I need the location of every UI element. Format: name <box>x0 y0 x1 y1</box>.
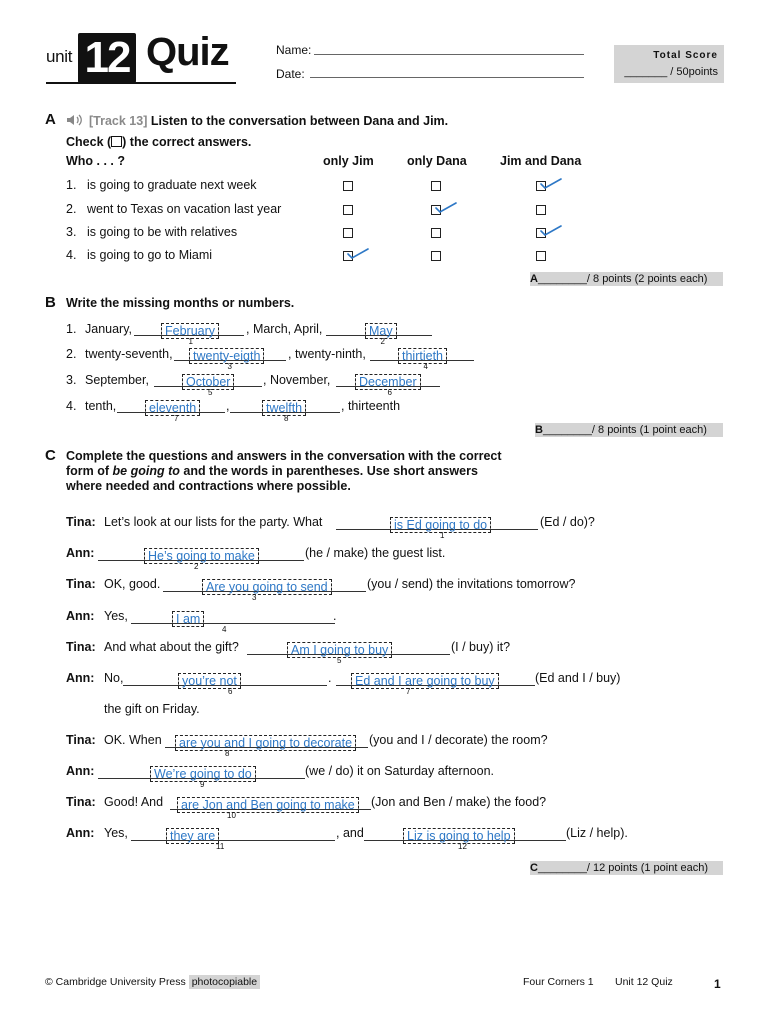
section-c-letter: C <box>45 447 56 464</box>
answer-checkbox[interactable] <box>343 205 353 215</box>
line-prefix: Let’s look at our lists for the party. What <box>104 515 323 529</box>
section-b-instruction: Write the missing months or numbers. <box>66 296 295 310</box>
line-prefix: the gift on Friday. <box>104 702 200 716</box>
row-text: is going to be with relatives <box>87 225 238 239</box>
checkbox-icon <box>111 136 122 147</box>
line-middle: , and <box>336 826 364 840</box>
line-suffix: (we / do) it on Saturday afternoon. <box>305 764 494 778</box>
total-score-value: _______ / 50points <box>624 66 718 78</box>
answer-blank[interactable]: eleventh <box>145 400 200 416</box>
answer-checkbox[interactable] <box>536 205 546 215</box>
answer-blank[interactable]: twelfth <box>262 400 306 416</box>
answer-blank[interactable]: thirtieth <box>398 348 447 364</box>
line-prefix: Yes, <box>104 826 128 840</box>
blank-number: 3 <box>252 593 257 602</box>
row-text: went to Texas on vacation last year <box>87 202 282 216</box>
speaker-name: Tina: <box>66 795 96 809</box>
answer-blank[interactable]: are you and I going to decorate <box>175 735 356 751</box>
row-number: 1. <box>66 322 77 336</box>
blank-number: 1 <box>188 337 193 346</box>
line-suffix: (you / send) the invitations tomorrow? <box>367 577 576 591</box>
blank-number: 2 <box>380 337 385 346</box>
blank-number: 7 <box>174 414 179 423</box>
speaker-name: Tina: <box>66 577 96 591</box>
line-suffix: (Jon and Ben / make) the food? <box>371 795 547 809</box>
name-field[interactable] <box>314 54 584 55</box>
line-prefix: No, <box>104 671 124 685</box>
speaker-icon <box>66 113 84 132</box>
section-c-instruction-1: Complete the questions and answers in the conversation with the correct <box>66 449 502 463</box>
blank-number: 8 <box>284 414 289 423</box>
speaker-name: Ann: <box>66 546 95 560</box>
answer-blank[interactable]: I am <box>172 611 204 627</box>
row-middle: , <box>226 399 230 413</box>
check-mark-icon <box>435 201 455 213</box>
speaker-name: Ann: <box>66 609 95 623</box>
row-number: 2. <box>66 202 77 216</box>
row-number: 3. <box>66 373 77 387</box>
speaker-name: Ann: <box>66 764 95 778</box>
row-text: is going to graduate next week <box>87 178 257 192</box>
line-prefix: OK, good. <box>104 577 161 591</box>
section-a-points: A________/ 8 points (2 points each) <box>530 272 723 286</box>
answer-line <box>131 623 335 624</box>
blank-number: 9 <box>200 780 205 789</box>
answer-blank[interactable]: Ed and I are going to buy <box>351 673 499 689</box>
check-mark-icon <box>540 177 560 189</box>
blank-number: 8 <box>225 749 230 758</box>
answer-blank[interactable]: they are <box>166 828 219 844</box>
row-number: 1. <box>66 178 77 192</box>
check-mark-icon <box>347 247 367 259</box>
section-b-letter: B <box>45 294 56 311</box>
section-a-instruction-2: Check ( ) the correct answers. <box>66 135 252 149</box>
answer-blank[interactable]: May <box>365 323 397 339</box>
row-text: is going to go to Miami <box>87 248 213 262</box>
answer-checkbox[interactable] <box>343 228 353 238</box>
row-number: 4. <box>66 399 77 413</box>
speaker-name: Ann: <box>66 671 95 685</box>
line-suffix: (Liz / help). <box>566 826 628 840</box>
answer-checkbox[interactable] <box>431 181 441 191</box>
blank-number: 4 <box>222 625 227 634</box>
line-suffix: (you and I / decorate) the room? <box>369 733 548 747</box>
line-prefix: OK. When <box>104 733 162 747</box>
section-c-instruction-3: where needed and contractions where possible. <box>66 479 351 493</box>
section-a-letter: A <box>45 111 56 128</box>
answer-blank[interactable]: He’s going to make <box>144 548 259 564</box>
blank-number: 10 <box>227 811 236 820</box>
answer-blank[interactable]: is Ed going to do <box>390 517 491 533</box>
row-number: 2. <box>66 347 77 361</box>
answer-checkbox[interactable] <box>431 228 441 238</box>
line-middle: . <box>328 671 332 685</box>
quiz-title: Quiz <box>146 30 229 74</box>
row-suffix: , thirteenth <box>341 399 401 413</box>
answer-blank[interactable]: Liz is going to help <box>403 828 515 844</box>
blank-number: 6 <box>387 388 392 397</box>
row-prefix: tenth, <box>85 399 117 413</box>
total-score-label: Total Score <box>653 50 718 61</box>
line-prefix: And what about the gift? <box>104 640 239 654</box>
section-b-points: B________/ 8 points (1 point each) <box>535 423 723 437</box>
answer-blank[interactable]: Are you going to send <box>202 579 332 595</box>
line-suffix: . <box>333 609 337 623</box>
page-number: 1 <box>714 977 721 991</box>
blank-number: 3 <box>227 362 232 371</box>
col-only-dana: only Dana <box>407 154 467 168</box>
row-middle: , March, April, <box>246 322 323 336</box>
section-a-instruction-1: Listen to the conversation between Dana and Jim. <box>150 114 449 128</box>
header-rule <box>46 82 236 84</box>
row-middle: , twenty-ninth, <box>288 347 366 361</box>
blank-number: 7 <box>406 687 411 696</box>
date-field[interactable] <box>310 77 584 78</box>
speaker-name: Tina: <box>66 515 96 529</box>
speaker-name: Tina: <box>66 733 96 747</box>
row-number: 3. <box>66 225 77 239</box>
row-prefix: September, <box>85 373 149 387</box>
speaker-name: Tina: <box>66 640 96 654</box>
answer-blank[interactable]: December <box>355 374 421 390</box>
line-suffix: (Ed / do)? <box>540 515 595 529</box>
blank-number: 6 <box>228 687 233 696</box>
answer-checkbox[interactable] <box>431 251 441 261</box>
row-middle: , November, <box>263 373 331 387</box>
unit-label: unit <box>46 47 73 66</box>
line-prefix: Yes, <box>104 609 128 623</box>
col-only-jim: only Jim <box>323 154 374 168</box>
blank-number: 1 <box>440 531 445 540</box>
answer-blank[interactable]: Am I going to buy <box>287 642 392 658</box>
answer-blank[interactable]: you’re not <box>178 673 241 689</box>
col-jim-and-dana: Jim and Dana <box>500 154 582 168</box>
answer-blank[interactable]: twenty-eigth <box>189 348 264 364</box>
track-label: [Track 13] <box>89 114 148 128</box>
blank-number: 5 <box>208 388 213 397</box>
name-label: Name: <box>276 43 312 57</box>
quiz-title-footer: Unit 12 Quiz <box>615 976 673 988</box>
line-suffix: (I / buy) it? <box>451 640 511 654</box>
line-suffix: (Ed and I / buy) <box>535 671 621 685</box>
line-suffix: (he / make) the guest list. <box>305 546 446 560</box>
speaker-name: Ann: <box>66 826 95 840</box>
answer-blank[interactable]: are Jon and Ben going to make <box>177 797 359 813</box>
who-label: Who . . . ? <box>66 154 126 168</box>
copyright: © Cambridge University Press photocopiable <box>45 976 260 988</box>
blank-number: 11 <box>216 842 225 851</box>
answer-checkbox[interactable] <box>343 181 353 191</box>
section-c-points: C________/ 12 points (1 point each) <box>530 861 723 875</box>
row-prefix: twenty-seventh, <box>85 347 173 361</box>
answer-blank[interactable]: February <box>161 323 219 339</box>
book-title: Four Corners 1 <box>523 976 594 988</box>
total-score-box <box>614 45 724 83</box>
date-label: Date: <box>276 67 305 81</box>
blank-number: 5 <box>337 656 342 665</box>
blank-number: 12 <box>458 842 467 851</box>
answer-checkbox[interactable] <box>536 251 546 261</box>
answer-blank[interactable]: October <box>182 374 234 390</box>
row-prefix: January, <box>85 322 133 336</box>
blank-number: 2 <box>194 562 199 571</box>
unit-number: 12 <box>78 33 136 83</box>
photocopiable-badge: photocopiable <box>189 975 260 989</box>
blank-number: 4 <box>423 362 428 371</box>
line-prefix: Good! And <box>104 795 164 809</box>
check-mark-icon <box>540 224 560 236</box>
answer-line <box>131 840 335 841</box>
answer-blank[interactable]: We’re going to do <box>150 766 256 782</box>
row-number: 4. <box>66 248 77 262</box>
section-c-instruction-2: form of be going to and the words in parentheses. Use short answers <box>66 464 478 478</box>
